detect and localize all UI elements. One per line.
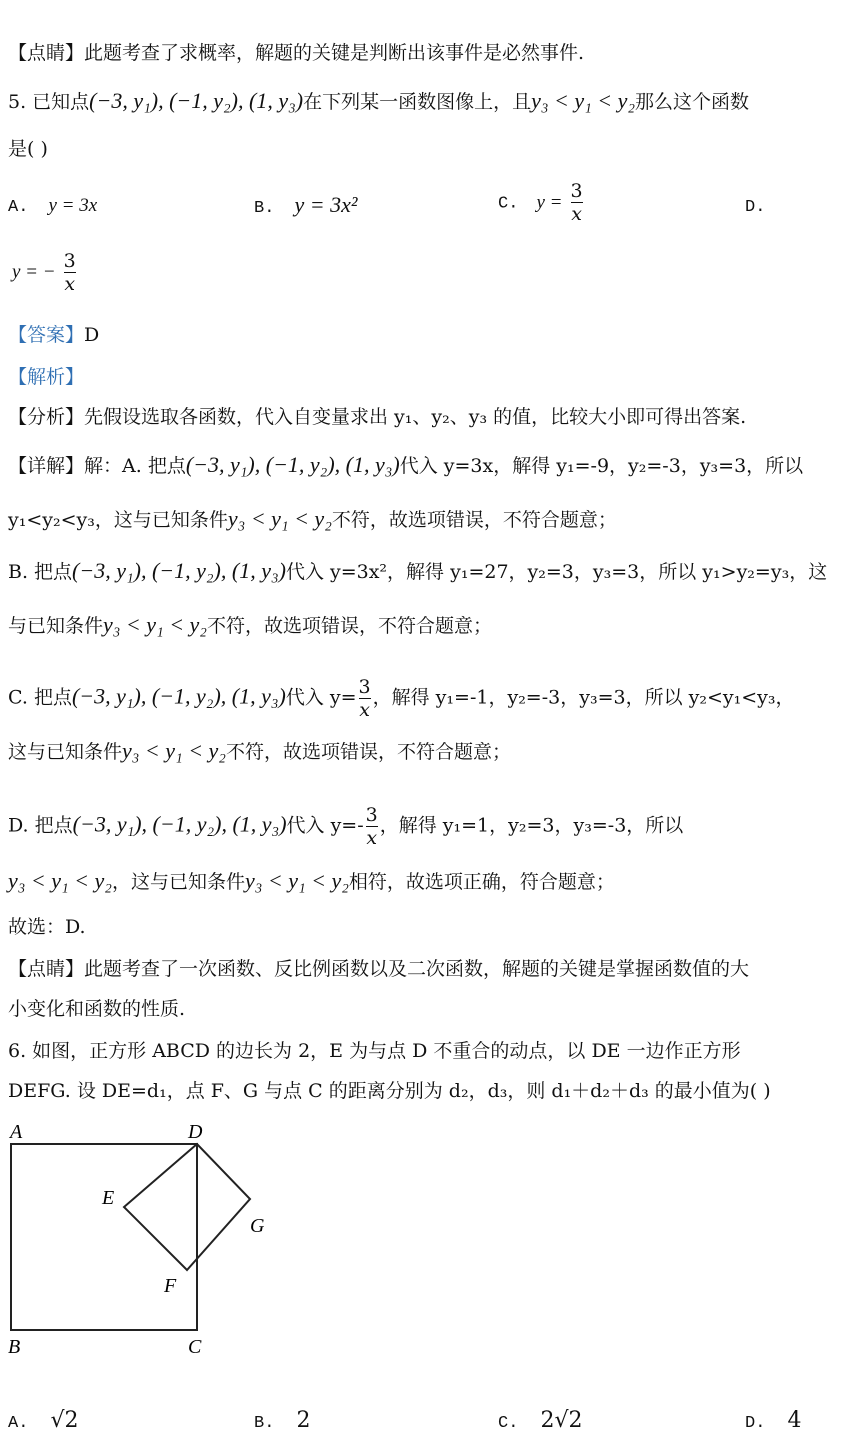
detail-c5: 不符，故选项错误，不符合题意； [225,741,511,763]
q5-inequality: y₃ < y₁ < y₂ [531,88,636,113]
detail-d3: ，解得 y₁=1，y₂=3，y₃=-3，所以 [379,814,684,837]
q6-option-c-label: C. [498,1414,519,1433]
q5-option-d[interactable] [745,192,765,221]
q6-option-b[interactable] [254,1408,310,1437]
fenxi-text: 先假设选取各函数，代入自变量求出 y₁、y₂、y₃ 的值，比较大小即可得出答案. [84,406,747,428]
detail-b1: B. 把点 [8,561,73,583]
detail-c1: C. 把点 [8,686,72,709]
detail-c3: ，解得 y₁=-1，y₂=-3，y₃=3，所以 y₂<y₁<y₃， [372,686,795,709]
analysis-tag: 【解析】 [8,366,85,388]
detail-a4: 不符，故选项错误，不符合题意； [331,509,617,531]
detail-d5: 相符，故选项正确，符合题意； [348,871,615,893]
detail-c-den: x [359,699,370,721]
detail-c-ineq: y₃ < y₁ < y₂ [122,738,226,763]
q5-stem-d: 是( ) [8,138,48,160]
detail-c-points: (−3, y₁), (−1, y₂), (1, y₃) [71,683,286,709]
detail-b4: 不符，故选项错误，不符合题意； [206,615,492,637]
remark-line-1 [8,40,584,66]
q5-remark-tag: 【点睛】 [8,958,85,980]
q5-stem-a: 5. 已知点 [8,91,90,113]
detail-a2: 代入 y=3x，解得 y₁=-9，y₂=-3，y₃=3，所以 [399,455,804,477]
q5-points: (−3, y₁), (−1, y₂), (1, y₃) [89,88,304,113]
remark-text: 此题考查了求概率，解题的关键是判断出该事件是必然事件. [84,42,585,64]
fenxi-tag: 【分析】 [8,406,85,428]
detail-d-line-2 [8,868,615,895]
q5-remark-line-2 [8,996,185,1022]
detail-tag: 【详解】 [8,455,85,477]
q5-option-c-fraction [571,180,583,225]
detail-d-den: x [366,827,378,849]
label-b: B [8,1336,21,1358]
q5-option-c-num: 3 [570,180,583,202]
q6-option-c-value: 2√2 [540,1408,583,1433]
detail-d4: ，这与已知条件 [111,871,245,893]
detail-b3: 与已知条件 [8,615,104,637]
q6-stem-line-2 [8,1078,771,1104]
detail-d-points: (−3, y₁), (−1, y₂), (1, y₃) [72,811,287,837]
detail-d1: D. 把点 [8,814,73,837]
q5-stem-b: 在下列某一函数图像上，且 [303,91,532,113]
q5-stem-line-2 [8,136,48,162]
detail-a3: y₁<y₂<y₃，这与已知条件 [8,509,228,531]
q5-option-c-label: C. [498,194,519,214]
detail-d-fraction [366,804,378,849]
square-abcd [11,1144,197,1330]
q6-option-a-label: A. [8,1414,29,1433]
q5-remark-1: 此题考查了一次函数、反比例函数以及二次函数，解题的关键是掌握函数值的大 [84,958,750,980]
q6-option-a-value: √2 [50,1408,79,1433]
detail-d-ineq-1: y₃ < y₁ < y₂ [8,868,112,893]
q5-option-d-num: 3 [63,250,76,272]
detail-a-line-1 [8,452,803,479]
q5-option-a-expr: y = 3x [48,195,98,216]
q5-option-d-den: x [64,273,76,295]
detail-c-line-2 [8,738,511,765]
detail-d2: 代入 y=- [286,814,364,837]
detail-a-ineq: y₃ < y₁ < y₂ [227,506,332,531]
answer-tag: 【答案】 [8,324,85,346]
q6-option-b-label: B. [254,1414,275,1433]
q6-stem-line-1 [8,1038,741,1064]
q6-option-d[interactable] [745,1408,801,1437]
q5-remark-line-1 [8,956,749,982]
q5-option-d-fraction [64,250,76,295]
q5-remark-2: 小变化和函数的性质. [8,998,186,1020]
label-a: A [10,1121,23,1143]
detail-c2: 代入 y= [285,686,357,709]
q5-option-d-expr-line [12,250,78,295]
detail-b-ineq: y₃ < y₁ < y₂ [103,612,207,637]
detail-d-line-1 [8,804,683,849]
label-e: E [102,1187,115,1209]
q5-option-b-label: B. [254,199,275,218]
detail-a1: 解：A. 把点 [84,455,186,477]
analysis-line [8,364,84,390]
detail-c4: 这与已知条件 [8,741,123,763]
q6-option-c[interactable] [498,1408,582,1437]
q6-stem-2: DEFG. 设 DE=d₁，点 F、G 与点 C 的距离分别为 d₂，d₃，则 d₁＋d₂＋d₃ 的最小值为( ) [8,1080,771,1102]
detail-c-num: 3 [358,676,371,698]
q6-option-d-label: D. [745,1414,766,1433]
q5-stem-line-1 [8,88,749,115]
label-f: F [164,1275,177,1297]
detail-a-line-2 [8,506,617,533]
detail-c-fraction [359,676,371,721]
q5-option-c[interactable] [498,180,585,225]
q6-stem-1: 6. 如图，正方形 ABCD 的边长为 2，E 为与点 D 不重合的动点，以 DE 一边作正方形 [8,1040,741,1062]
q5-option-b-expr: y = 3x² [294,192,358,217]
q5-option-c-lhs: y = [536,191,563,213]
q5-option-d-lhs: y = − [12,261,56,283]
label-c: C [188,1336,202,1358]
answer-value: D [84,324,100,346]
detail-d-ineq-2: y₃ < y₁ < y₂ [244,868,349,893]
q5-option-d-label: D. [745,198,766,217]
remark-tag: 【点睛】 [8,42,85,64]
conclusion-line [8,914,86,940]
detail-a-points: (−3, y₁), (−1, y₂), (1, y₃) [185,452,400,477]
square-defg [124,1144,250,1270]
q5-option-c-den: x [571,203,582,225]
fenxi-line [8,404,746,430]
conclusion: 故选：D. [8,916,86,938]
detail-b-line-1 [8,558,827,585]
q6-option-a[interactable] [8,1408,78,1437]
detail-d-num: 3 [365,804,378,826]
detail-c-line-1 [8,676,795,721]
answer-line [8,322,99,348]
q6-option-d-value: 4 [787,1408,802,1433]
label-d: D [188,1121,203,1143]
detail-b-points: (−3, y₁), (−1, y₂), (1, y₃) [72,558,286,583]
q5-option-b[interactable] [254,192,357,222]
label-g: G [250,1215,265,1237]
q6-figure [0,1110,290,1360]
q5-stem-c: 那么这个函数 [635,91,750,113]
q5-option-a-label: A. [8,198,29,217]
detail-b-line-2 [8,612,492,639]
q6-option-b-value: 2 [296,1408,311,1433]
detail-b2: 代入 y=3x²，解得 y₁=27，y₂=3，y₃=3，所以 y₁>y₂=y₃，这 [285,561,828,583]
q5-option-a[interactable] [8,192,97,221]
